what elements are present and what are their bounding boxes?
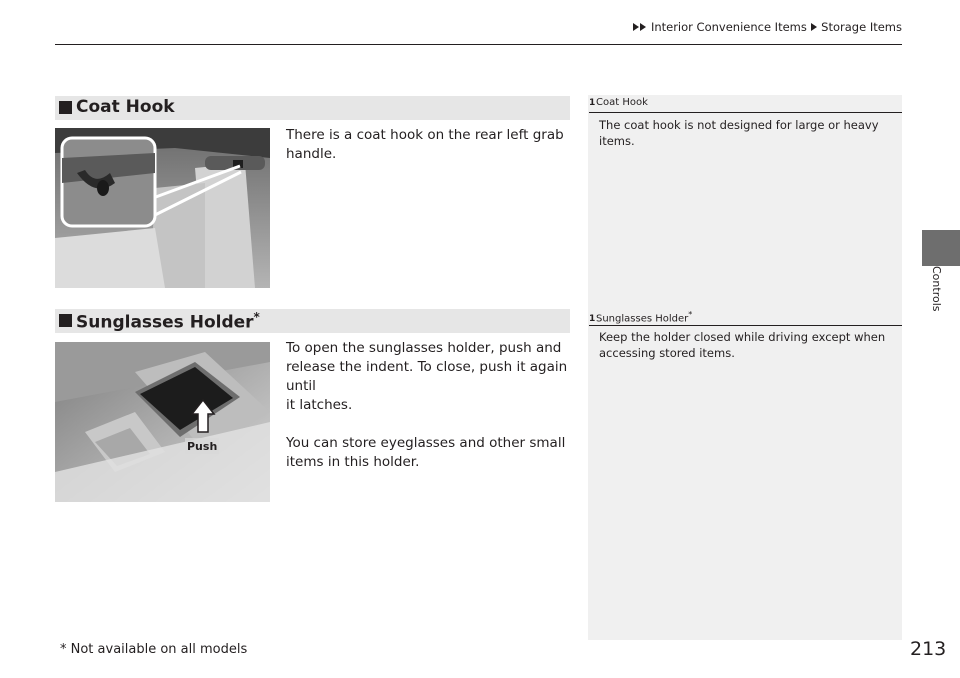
note-heading-sunglasses-holder bbox=[589, 310, 692, 324]
breadcrumb-arrow-icon bbox=[633, 23, 639, 31]
note-reference-number: 1 bbox=[589, 98, 596, 108]
coat-hook-photo bbox=[55, 128, 270, 288]
section-heading-coat-hook bbox=[55, 96, 570, 120]
body-line: There is a coat hook on the rear left grab bbox=[286, 127, 564, 143]
chapter-tab-label: Controls bbox=[930, 266, 943, 312]
section-title-text: Sunglasses Holder bbox=[76, 312, 254, 333]
coat-hook-illustration bbox=[55, 128, 270, 288]
section-title: Coat Hook bbox=[76, 97, 175, 117]
body-line: it latches. bbox=[286, 397, 353, 413]
page-number: 213 bbox=[910, 638, 947, 660]
header-rule bbox=[55, 44, 902, 45]
availability-mark: * bbox=[253, 310, 260, 324]
notes-sidebar bbox=[588, 95, 902, 640]
note-line: The coat hook is not designed for large or heavy bbox=[599, 118, 879, 132]
body-line: You can store eyeglasses and other small bbox=[286, 435, 566, 451]
push-label: Push bbox=[187, 440, 218, 453]
note-title: Sunglasses Holder bbox=[596, 313, 689, 325]
sunglasses-holder-photo bbox=[55, 342, 270, 502]
breadcrumb-arrow-icon bbox=[811, 23, 817, 31]
note-reference-number: 1 bbox=[589, 314, 596, 325]
note-line: items. bbox=[599, 134, 635, 148]
note-heading-coat-hook bbox=[589, 97, 648, 108]
note-rule bbox=[589, 112, 902, 113]
section-title bbox=[76, 310, 260, 333]
breadcrumb bbox=[500, 20, 902, 34]
paragraph-gap bbox=[286, 415, 586, 434]
chapter-tab[interactable] bbox=[927, 266, 951, 326]
coat-hook-description bbox=[286, 126, 576, 164]
note-line: Keep the holder closed while driving except when bbox=[599, 330, 886, 344]
body-line: handle. bbox=[286, 146, 337, 162]
section-square-icon bbox=[59, 314, 72, 327]
body-line: items in this holder. bbox=[286, 454, 420, 470]
sunglasses-holder-description bbox=[286, 339, 586, 472]
breadcrumb-item[interactable]: Storage Items bbox=[821, 20, 902, 34]
note-line: accessing stored items. bbox=[599, 346, 735, 360]
breadcrumb-arrow-icon bbox=[640, 23, 646, 31]
availability-mark: * bbox=[688, 310, 693, 319]
section-square-icon bbox=[59, 101, 72, 114]
sunglasses-holder-illustration bbox=[55, 342, 270, 502]
chapter-tab-marker bbox=[922, 230, 960, 266]
note-title: Coat Hook bbox=[596, 97, 648, 108]
body-line: To open the sunglasses holder, push and bbox=[286, 340, 562, 356]
note-body-coat-hook bbox=[599, 117, 899, 149]
note-rule bbox=[589, 325, 902, 326]
note-body-sunglasses-holder bbox=[599, 329, 899, 361]
section-heading-sunglasses-holder bbox=[55, 309, 570, 333]
footnote: * Not available on all models bbox=[60, 642, 248, 657]
body-line: release the indent. To close, push it again until bbox=[286, 359, 568, 394]
breadcrumb-item[interactable]: Interior Convenience Items bbox=[650, 20, 807, 34]
